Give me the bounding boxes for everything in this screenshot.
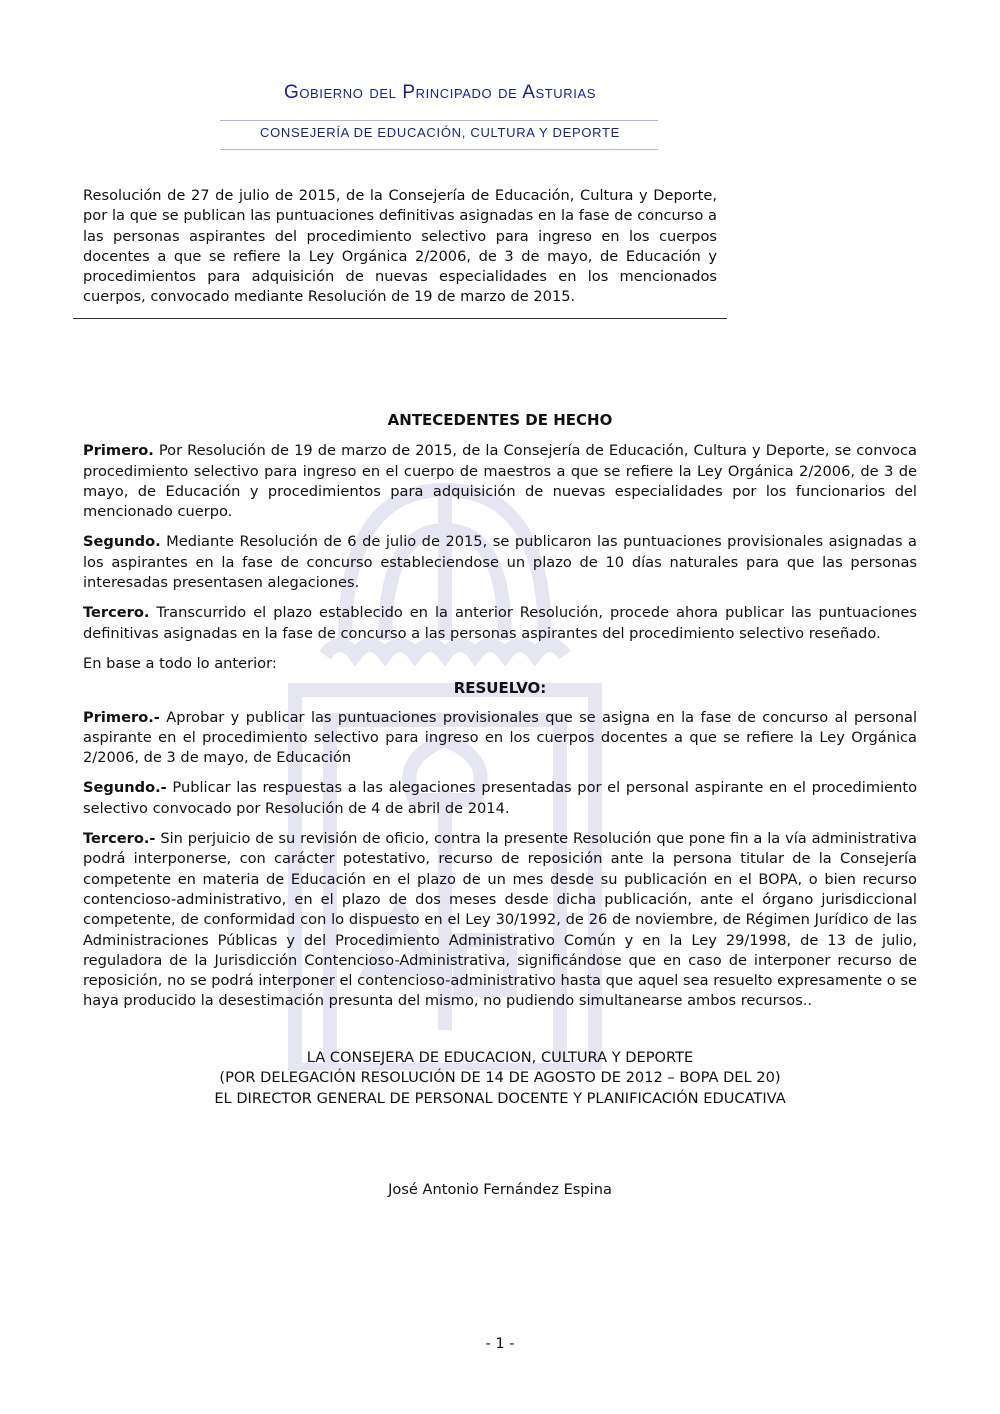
- paragraph-text: Transcurrido el plazo establecido en la anterior Resolución, procede ahora publicar las puntuaciones definitivas asignadas en la fase de concurso a las personas aspirantes del procedimiento selectivo reseñado.: [83, 604, 917, 642]
- resuelvo-paragraph: [83, 829, 917, 1012]
- signature-line: LA CONSEJERA DE EDUCACION, CULTURA Y DEPORTE: [306, 1049, 694, 1066]
- paragraph-text: Mediante Resolución de 6 de julio de 2015, se publicaron las puntuaciones provisionales asignadas a los aspirantes en la fase de concurso estableciendose un plazo de 10 días naturales para que las personas interesadas presentasen alegaciones.: [83, 533, 917, 592]
- page-number: - 1 -: [485, 1335, 515, 1352]
- antecedentes-heading: ANTECEDENTES DE HECHO: [387, 411, 613, 429]
- paragraph-label: Segundo.: [83, 533, 161, 551]
- resolution-summary: Resolución de 27 de julio de 2015, de la Consejería de Educación, Cultura y Deporte, por la que se publican las puntuaciones definitivas asignadas en la fase de concurso a las personas aspirantes del procedimiento selectivo para ingreso en los cuerpos docentes a que se refiere la Ley Orgánica 2/2006, de 3 de mayo, de Educación y procedimientos para adquisición de nuevas especialidades en los mencionados cuerpos, convocado mediante Resolución de 19 de marzo de 2015.: [83, 187, 717, 306]
- signer-name: José Antonio Fernández Espina: [388, 1181, 612, 1198]
- antecedentes-closing: En base a todo lo anterior:: [83, 654, 277, 672]
- signature-line: (POR DELEGACIÓN RESOLUCIÓN DE 14 DE AGOSTO DE 2012 – BOPA DEL 20): [219, 1069, 781, 1087]
- antecedente-paragraph: [83, 441, 917, 522]
- government-title: Gobierno del Principado de Asturias: [283, 82, 597, 103]
- paragraph-text: Aprobar y publicar las puntuaciones provisionales que se asigna en la fase de concurso al personal aspirante en el procedimiento selectivo para ingreso en los cuerpos docentes a que se refiere la Ley Orgánica 2/2006, de 3 de mayo, de Educación: [83, 708, 917, 767]
- antecedente-paragraph: [83, 532, 917, 593]
- resuelvo-paragraph: [83, 778, 917, 819]
- resuelvo-paragraph: [83, 708, 917, 769]
- paragraph-text: Sin perjuicio de su revisión de oficio, contra la presente Resolución que pone fin a la vía administrativa podrá interponerse, con carácter potestativo, recurso de reposición ante la persona titular de la Consejería competente en materia de Educación en el plazo de un mes desde su publicación en el BOPA, o bien recurso contencioso-administrativo, en el plazo de dos meses desde dicha publicación, ante el órgano jurisdiccional competente, de conformidad con lo dispuesto en el Ley 30/1992, de 26 de noviembre, de Régimen Jurídico de las Administraciones Públicas y del Procedimiento Administrativo Común y en la Ley 29/1998, de 13 de julio, reguladora de la Jurisdicción Contencioso-Administrativa, significándose que en caso de interponer recurso de reposición, no se podrá interponer el contencioso-administrativo hasta que aquel sea resuelto expresamente o se haya producido la desestimación presunta del mismo, no pudiendo simultanearse ambos recursos..: [83, 830, 917, 1010]
- document-body: [83, 410, 917, 1022]
- paragraph-label: Primero.: [83, 442, 154, 460]
- summary-divider: [73, 318, 727, 319]
- paragraph-text: Publicar las respuestas a las alegaciones presentadas por el personal aspirante en el procedimiento selectivo convocado por Resolución de 4 de abril de 2014.: [83, 779, 917, 817]
- signature-block: [83, 1048, 917, 1109]
- header-divider: [220, 149, 658, 150]
- paragraph-label: Primero.-: [83, 708, 160, 726]
- paragraph-label: Tercero.-: [83, 830, 156, 848]
- signature-line: EL DIRECTOR GENERAL DE PERSONAL DOCENTE Y PLANIFICACIÓN EDUCATIVA: [214, 1089, 786, 1107]
- header-divider: [220, 120, 658, 121]
- antecedente-paragraph: [83, 603, 917, 644]
- paragraph-text: Por Resolución de 19 de marzo de 2015, de la Consejería de Educación, Cultura y Deporte, se convoca procedimiento selectivo para ingreso en el cuerpo de maestros a que se refiere la Ley Orgánica 2/2006, de 3 de mayo, de Educación y procedimientos para adquisición de nuevas especialidades por los funcionarios del mencionado cuerpo.: [83, 442, 917, 521]
- resuelvo-heading: RESUELVO:: [453, 679, 547, 698]
- department-subtitle: CONSEJERÍA DE EDUCACIÓN, CULTURA Y DEPORTE: [259, 125, 620, 140]
- paragraph-label: Segundo.-: [83, 779, 167, 797]
- paragraph-label: Tercero.: [83, 604, 150, 622]
